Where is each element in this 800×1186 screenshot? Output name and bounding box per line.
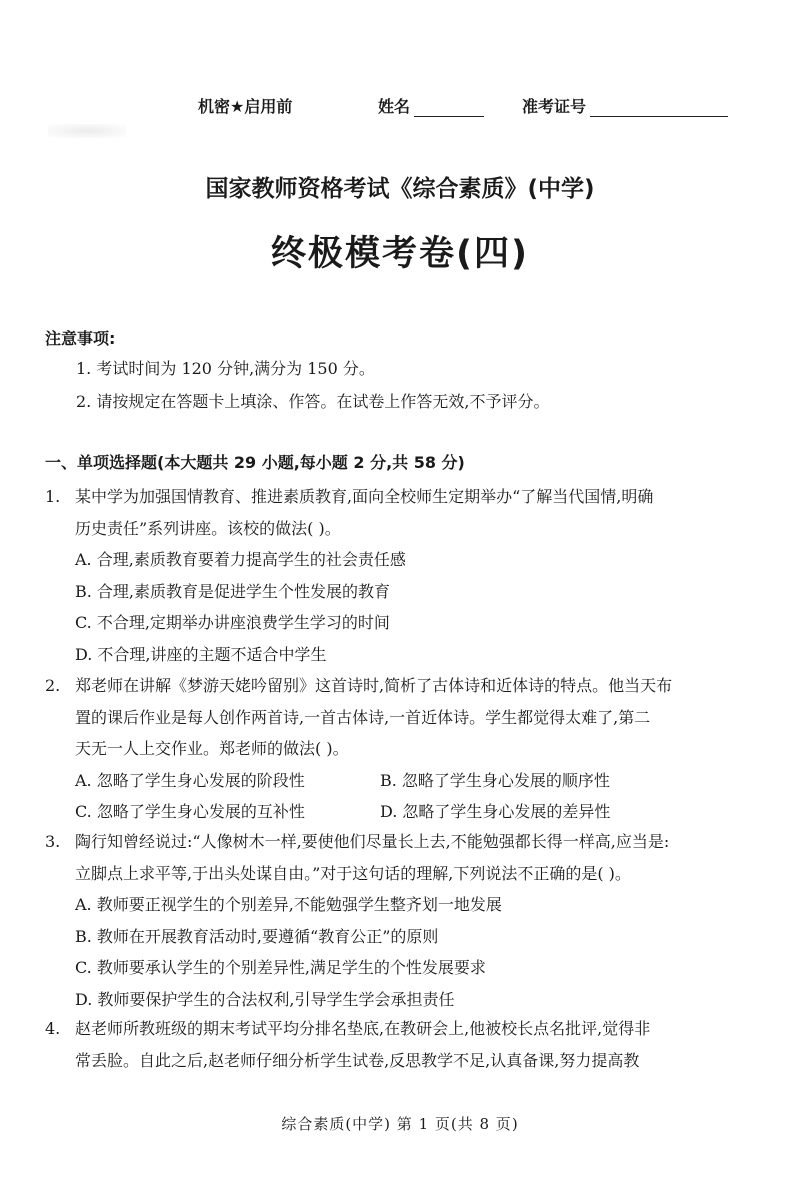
option-d: D. 不合理,讲座的主题不适合中学生: [75, 644, 327, 664]
confidential-label: 机密★启用前: [198, 97, 293, 116]
question-stem-line: 某中学为加强国情教育、推进素质教育,面向全校师生定期举办“了解当代国情,明确: [75, 487, 654, 506]
question-2: [45, 670, 745, 828]
question-stem-line: 赵老师所教班级的期末考试平均分排名垫底,在教研会上,他被校长点名批评,觉得非: [75, 1019, 651, 1038]
option-b: B. 教师在开展教育活动时,要遵循“教育公正”的原则: [75, 926, 439, 946]
name-field: [378, 94, 484, 117]
question-stem-line: 陶行知曾经说过:“人像树木一样,要使他们尽量长上去,不能勉强都长得一样高,应当是:: [75, 832, 670, 851]
exam-id-label: 准考证号: [522, 97, 587, 116]
exam-title: 国家教师资格考试《综合素质》(中学): [205, 176, 595, 202]
question-stem-line: 历史责任”系列讲座。该校的做法( )。: [75, 518, 341, 538]
name-label: 姓名: [378, 97, 411, 116]
exam-id-blank: [590, 100, 728, 117]
scan-smudge: [48, 124, 126, 138]
exam-id-field: [522, 94, 728, 117]
notice-item: 2. 请按规定在答题卡上填涂、作答。在试卷上作答无效,不予评分。: [76, 392, 550, 411]
option-b: B. 忽略了学生身心发展的顺序性: [380, 770, 610, 790]
notice-item: 1. 考试时间为 120 分钟,满分为 150 分。: [76, 359, 375, 378]
option-c: C. 不合理,定期举办讲座浪费学生学习的时间: [75, 613, 390, 632]
question-number: 3.: [45, 832, 61, 851]
question-number: 1.: [45, 487, 61, 506]
question-1: [45, 481, 745, 670]
section-heading: 一、单项选择题(本大题共 29 小题,每小题 2 分,共 58 分): [45, 453, 465, 472]
option-a: A. 教师要正视学生的个别差异,不能勉强学生整齐划一地发展: [75, 895, 502, 914]
question-stem-line: 置的课后作业是每人创作两首诗,一首古体诗,一首近体诗。学生都觉得太难了,第二: [75, 707, 651, 727]
question-stem-line: 立脚点上求平等,于出头处谋自由。”对于这句话的理解,下列说法不正确的是( )。: [75, 863, 631, 883]
option-a: A. 忽略了学生身心发展的阶段性: [75, 770, 305, 790]
question-number: 2.: [45, 676, 61, 695]
name-blank: [414, 100, 484, 117]
page-footer: 综合素质(中学) 第 1 页(共 8 页): [281, 1115, 519, 1133]
question-4: [45, 1013, 745, 1076]
option-a: A. 合理,素质教育要着力提高学生的社会责任感: [75, 550, 406, 569]
option-b: B. 合理,素质教育是促进学生个性发展的教育: [75, 581, 391, 601]
question-3: [45, 826, 745, 1015]
paper-title: 终极模考卷(四): [271, 234, 529, 274]
question-stem-line: 常丢脸。自此之后,赵老师仔细分析学生试卷,反思教学不足,认真备课,努力提高教: [75, 1050, 640, 1070]
question-stem-line: 天无一人上交作业。郑老师的做法( )。: [75, 739, 349, 758]
option-c: C. 教师要承认学生的个别差异性,满足学生的个性发展要求: [75, 958, 486, 977]
option-d: D. 忽略了学生身心发展的差异性: [380, 802, 611, 821]
question-stem-line: 郑老师在讲解《梦游天姥吟留别》这首诗时,简析了古体诗和近体诗的特点。他当天布: [75, 676, 673, 695]
question-number: 4.: [45, 1019, 61, 1038]
notice-heading: 注意事项:: [45, 329, 116, 348]
option-d: D. 教师要保护学生的合法权利,引导学生学会承担责任: [75, 989, 455, 1009]
option-c: C. 忽略了学生身心发展的互补性: [75, 802, 305, 821]
